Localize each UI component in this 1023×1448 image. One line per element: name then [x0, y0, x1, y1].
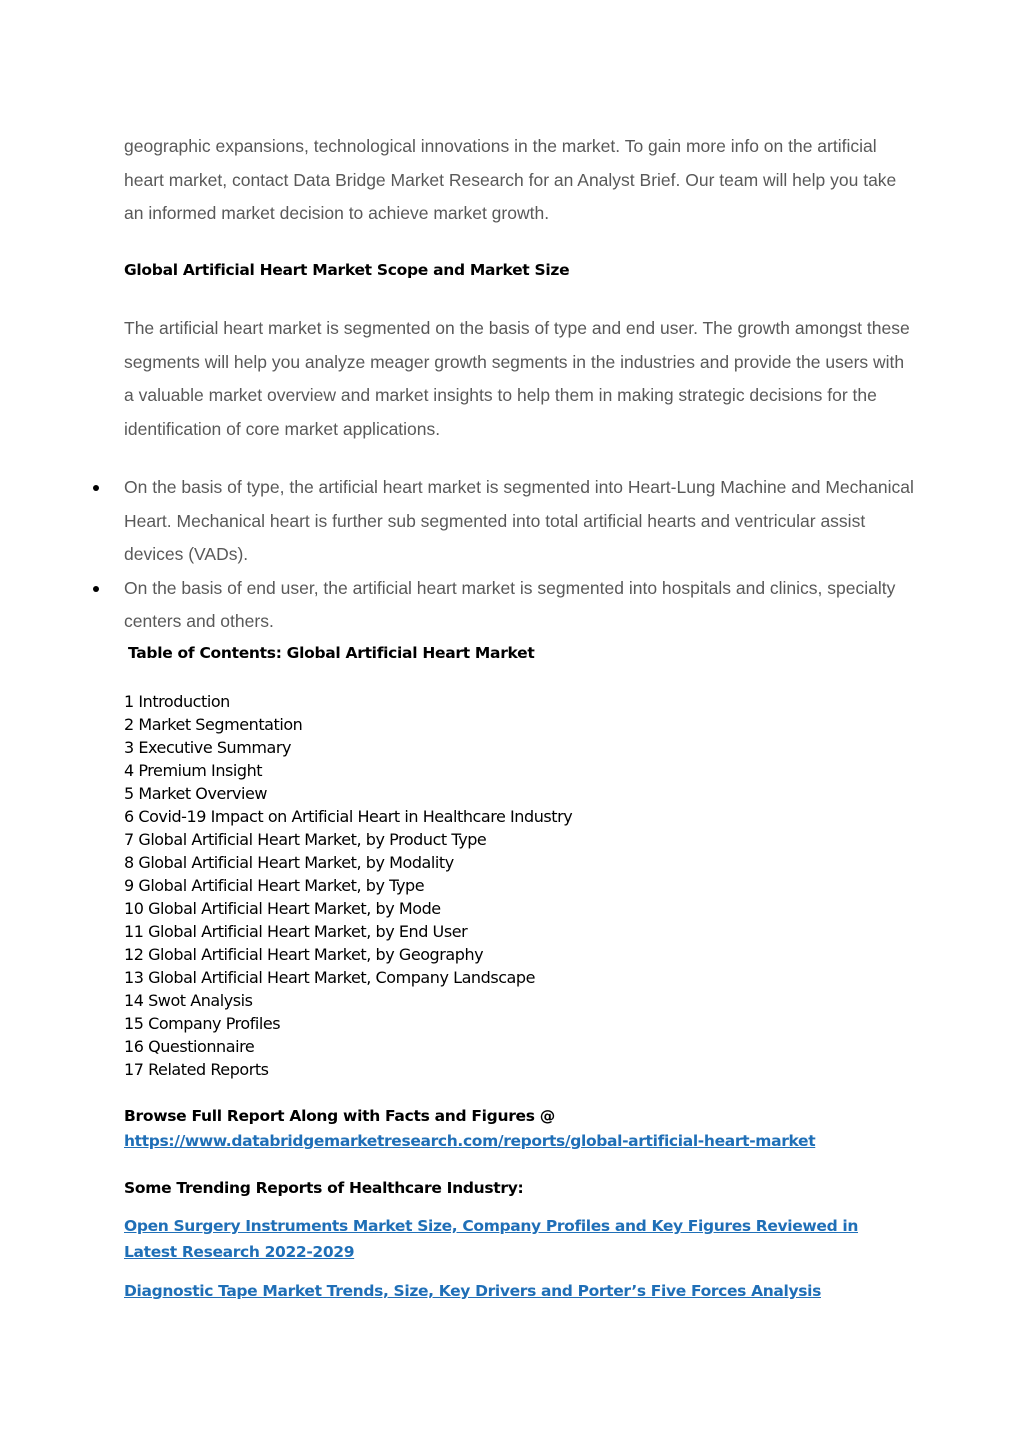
toc-item: 17 Related Reports	[124, 1060, 269, 1079]
toc-item: 7 Global Artificial Heart Market, by Product Type	[124, 830, 487, 849]
trending-heading: Some Trending Reports of Healthcare Industry:	[124, 1179, 524, 1197]
table-of-contents	[124, 690, 572, 1081]
toc-item: 5 Market Overview	[124, 784, 268, 803]
toc-item: 16 Questionnaire	[124, 1037, 255, 1056]
trending-report-link-open-surgery[interactable]: Open Surgery Instruments Market Size, Company Profiles and Key Figures Reviewed in Latest Research 2022-2029	[124, 1217, 859, 1261]
bullet-item-type	[124, 471, 914, 572]
toc-item: 8 Global Artificial Heart Market, by Modality	[124, 853, 454, 872]
browse-heading: Browse Full Report Along with Facts and Figures @	[124, 1107, 555, 1125]
full-report-link[interactable]: https://www.databridgemarketresearch.com/reports/global-artificial-heart-market	[124, 1132, 816, 1150]
toc-item: 15 Company Profiles	[124, 1014, 281, 1033]
bullet-icon	[93, 586, 99, 592]
toc-item: 1 Introduction	[124, 692, 230, 711]
scope-heading: Global Artificial Heart Market Scope and Market Size	[124, 261, 570, 279]
toc-item: 10 Global Artificial Heart Market, by Mode	[124, 899, 441, 918]
toc-item: 12 Global Artificial Heart Market, by Geography	[124, 945, 484, 964]
intro-paragraph: geographic expansions, technological innovations in the market. To gain more info on the artificial heart market, contact Data Bridge Market Research for an Analyst Brief. Our team will help you take an informed market decision to achieve market growth.	[124, 136, 897, 223]
bullet-text: On the basis of end user, the artificial heart market is segmented into hospitals and clinics, specialty centers and others.	[124, 577, 896, 631]
toc-item: 13 Global Artificial Heart Market, Company Landscape	[124, 968, 536, 987]
trending-report-link-diagnostic-tape[interactable]: Diagnostic Tape Market Trends, Size, Key Drivers and Porter’s Five Forces Analysis	[124, 1282, 821, 1300]
toc-item: 3 Executive Summary	[124, 738, 292, 757]
toc-item: 9 Global Artificial Heart Market, by Type	[124, 876, 425, 895]
toc-item: 2 Market Segmentation	[124, 715, 303, 734]
bullet-item-end-user	[124, 572, 914, 639]
toc-item: 14 Swot Analysis	[124, 991, 253, 1010]
toc-item: 4 Premium Insight	[124, 761, 263, 780]
toc-heading: Table of Contents: Global Artificial Heart Market	[128, 644, 535, 662]
bullet-text: On the basis of type, the artificial heart market is segmented into Heart-Lung Machine and Mechanical Heart. Mechanical heart is further sub segmented into total artificial hearts and ventricular assist devices (VADs).	[124, 477, 914, 564]
segmentation-bullet-list	[124, 471, 914, 639]
toc-item: 11 Global Artificial Heart Market, by End User	[124, 922, 468, 941]
bullet-icon	[93, 485, 99, 491]
scope-paragraph: The artificial heart market is segmented on the basis of type and end user. The growth amongst these segments will help you analyze meager growth segments in the industries and provide the users with a valuable market overview and market insights to help them in making strategic decisions for the identification of core market applications.	[124, 318, 910, 439]
toc-item: 6 Covid-19 Impact on Artificial Heart in Healthcare Industry	[124, 807, 573, 826]
